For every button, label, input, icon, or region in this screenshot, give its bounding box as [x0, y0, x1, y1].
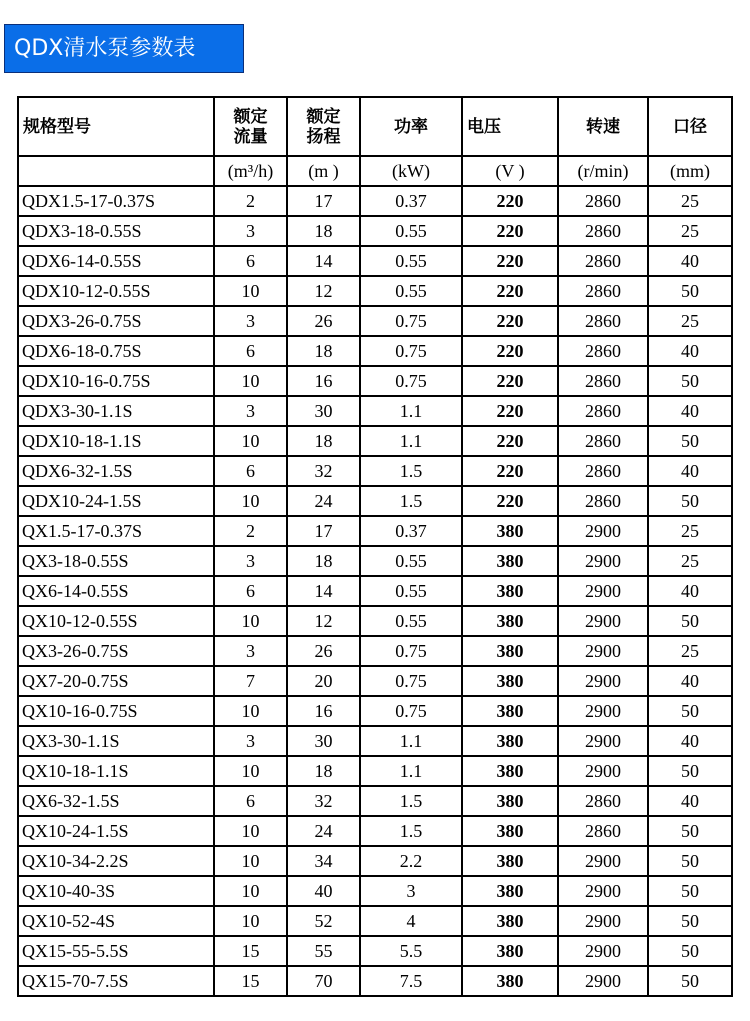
- table-row: [18, 486, 732, 516]
- cell-flow: 3: [214, 726, 287, 756]
- cell-voltage: 220: [462, 366, 558, 396]
- cell-power: 0.75: [360, 696, 462, 726]
- cell-voltage: 380: [462, 756, 558, 786]
- cell-speed: 2860: [558, 246, 648, 276]
- cell-model: QDX10-24-1.5S: [18, 486, 214, 516]
- table-row: [18, 816, 732, 846]
- cell-power: 0.75: [360, 366, 462, 396]
- cell-head: 55: [287, 936, 360, 966]
- cell-head: 26: [287, 636, 360, 666]
- cell-flow: 6: [214, 336, 287, 366]
- cell-head: 14: [287, 576, 360, 606]
- cell-bore: 50: [648, 606, 732, 636]
- cell-speed: 2900: [558, 756, 648, 786]
- table-row: [18, 276, 732, 306]
- cell-speed: 2900: [558, 906, 648, 936]
- cell-model: QDX6-32-1.5S: [18, 456, 214, 486]
- cell-bore: 25: [648, 636, 732, 666]
- cell-speed: 2860: [558, 306, 648, 336]
- cell-power: 0.75: [360, 336, 462, 366]
- table-row: [18, 516, 732, 546]
- cell-voltage: 380: [462, 606, 558, 636]
- header-model: 规格型号: [18, 97, 214, 156]
- cell-bore: 40: [648, 246, 732, 276]
- cell-bore: 40: [648, 336, 732, 366]
- cell-speed: 2860: [558, 486, 648, 516]
- cell-bore: 40: [648, 576, 732, 606]
- cell-bore: 50: [648, 696, 732, 726]
- table-row: [18, 936, 732, 966]
- table-row: [18, 966, 732, 996]
- cell-model: QDX3-30-1.1S: [18, 396, 214, 426]
- header-flow: [214, 97, 287, 156]
- header-head: [287, 97, 360, 156]
- header-row: [18, 97, 732, 156]
- cell-bore: 50: [648, 756, 732, 786]
- header-flow-line2: 流量: [233, 126, 268, 146]
- table-row: [18, 636, 732, 666]
- cell-voltage: 380: [462, 696, 558, 726]
- cell-head: 18: [287, 216, 360, 246]
- cell-flow: 3: [214, 546, 287, 576]
- cell-bore: 50: [648, 276, 732, 306]
- cell-voltage: 380: [462, 846, 558, 876]
- cell-model: QX10-34-2.2S: [18, 846, 214, 876]
- cell-bore: 40: [648, 396, 732, 426]
- cell-flow: 10: [214, 906, 287, 936]
- cell-flow: 10: [214, 816, 287, 846]
- cell-power: 3: [360, 876, 462, 906]
- table-row: [18, 576, 732, 606]
- table-row: [18, 426, 732, 456]
- cell-model: QDX10-18-1.1S: [18, 426, 214, 456]
- cell-bore: 40: [648, 726, 732, 756]
- cell-flow: 10: [214, 606, 287, 636]
- table-row: [18, 456, 732, 486]
- header-power: 功率: [360, 97, 462, 156]
- cell-voltage: 380: [462, 876, 558, 906]
- cell-voltage: 220: [462, 426, 558, 456]
- cell-flow: 10: [214, 426, 287, 456]
- cell-head: 14: [287, 246, 360, 276]
- cell-speed: 2900: [558, 636, 648, 666]
- header-head-line1: 额定: [306, 106, 341, 126]
- cell-speed: 2860: [558, 816, 648, 846]
- cell-power: 1.1: [360, 726, 462, 756]
- header-bore: 口径: [648, 97, 732, 156]
- cell-voltage: 220: [462, 246, 558, 276]
- table-row: [18, 756, 732, 786]
- cell-flow: 3: [214, 396, 287, 426]
- cell-bore: 25: [648, 546, 732, 576]
- cell-flow: 15: [214, 936, 287, 966]
- cell-model: QX15-70-7.5S: [18, 966, 214, 996]
- cell-flow: 3: [214, 306, 287, 336]
- cell-head: 18: [287, 336, 360, 366]
- header-head-line2: 扬程: [306, 126, 341, 146]
- header-speed: 转速: [558, 97, 648, 156]
- cell-power: 1.1: [360, 426, 462, 456]
- cell-bore: 50: [648, 426, 732, 456]
- cell-speed: 2860: [558, 426, 648, 456]
- cell-flow: 10: [214, 276, 287, 306]
- cell-model: QX10-24-1.5S: [18, 816, 214, 846]
- cell-flow: 10: [214, 696, 287, 726]
- cell-voltage: 380: [462, 966, 558, 996]
- cell-power: 0.75: [360, 636, 462, 666]
- cell-model: QDX10-16-0.75S: [18, 366, 214, 396]
- cell-flow: 10: [214, 756, 287, 786]
- cell-power: 1.1: [360, 756, 462, 786]
- cell-flow: 10: [214, 366, 287, 396]
- cell-head: 18: [287, 756, 360, 786]
- cell-bore: 25: [648, 186, 732, 216]
- cell-head: 24: [287, 816, 360, 846]
- cell-voltage: 380: [462, 576, 558, 606]
- cell-speed: 2900: [558, 576, 648, 606]
- cell-head: 16: [287, 366, 360, 396]
- unit-model: [18, 156, 214, 186]
- cell-head: 18: [287, 426, 360, 456]
- cell-bore: 40: [648, 456, 732, 486]
- cell-model: QX7-20-0.75S: [18, 666, 214, 696]
- cell-voltage: 380: [462, 516, 558, 546]
- cell-head: 12: [287, 276, 360, 306]
- unit-row: [18, 156, 732, 186]
- cell-bore: 50: [648, 366, 732, 396]
- page-title: QDX清水泵参数表: [4, 24, 244, 73]
- cell-bore: 50: [648, 816, 732, 846]
- cell-flow: 3: [214, 636, 287, 666]
- cell-model: QX15-55-5.5S: [18, 936, 214, 966]
- cell-head: 12: [287, 606, 360, 636]
- pump-spec-table: [17, 96, 733, 997]
- cell-speed: 2900: [558, 846, 648, 876]
- cell-flow: 3: [214, 216, 287, 246]
- cell-bore: 50: [648, 906, 732, 936]
- table-row: [18, 606, 732, 636]
- cell-power: 0.55: [360, 216, 462, 246]
- cell-head: 26: [287, 306, 360, 336]
- cell-model: QX3-30-1.1S: [18, 726, 214, 756]
- cell-bore: 40: [648, 666, 732, 696]
- cell-power: 5.5: [360, 936, 462, 966]
- cell-flow: 10: [214, 846, 287, 876]
- unit-speed: (r/min): [558, 156, 648, 186]
- cell-voltage: 380: [462, 936, 558, 966]
- cell-head: 30: [287, 396, 360, 426]
- cell-power: 0.55: [360, 606, 462, 636]
- cell-head: 40: [287, 876, 360, 906]
- cell-flow: 6: [214, 786, 287, 816]
- cell-voltage: 220: [462, 186, 558, 216]
- unit-power: (kW): [360, 156, 462, 186]
- cell-head: 32: [287, 786, 360, 816]
- cell-power: 1.5: [360, 486, 462, 516]
- cell-bore: 25: [648, 516, 732, 546]
- cell-voltage: 380: [462, 786, 558, 816]
- cell-speed: 2860: [558, 186, 648, 216]
- cell-voltage: 220: [462, 486, 558, 516]
- header-flow-line1: 额定: [233, 106, 268, 126]
- cell-voltage: 220: [462, 396, 558, 426]
- cell-flow: 10: [214, 876, 287, 906]
- cell-speed: 2860: [558, 456, 648, 486]
- table-row: [18, 786, 732, 816]
- cell-model: QDX1.5-17-0.37S: [18, 186, 214, 216]
- table-row: [18, 666, 732, 696]
- cell-model: QX3-26-0.75S: [18, 636, 214, 666]
- cell-speed: 2900: [558, 606, 648, 636]
- cell-power: 1.5: [360, 456, 462, 486]
- cell-head: 52: [287, 906, 360, 936]
- cell-speed: 2900: [558, 666, 648, 696]
- cell-voltage: 220: [462, 216, 558, 246]
- table-row: [18, 846, 732, 876]
- cell-speed: 2860: [558, 396, 648, 426]
- cell-power: 0.55: [360, 546, 462, 576]
- cell-flow: 2: [214, 516, 287, 546]
- cell-flow: 15: [214, 966, 287, 996]
- cell-power: 1.5: [360, 816, 462, 846]
- cell-head: 17: [287, 186, 360, 216]
- table-row: [18, 906, 732, 936]
- cell-head: 18: [287, 546, 360, 576]
- cell-model: QDX10-12-0.55S: [18, 276, 214, 306]
- cell-power: 4: [360, 906, 462, 936]
- cell-power: 2.2: [360, 846, 462, 876]
- cell-voltage: 220: [462, 456, 558, 486]
- table-row: [18, 726, 732, 756]
- cell-head: 16: [287, 696, 360, 726]
- cell-voltage: 380: [462, 636, 558, 666]
- cell-speed: 2900: [558, 726, 648, 756]
- cell-power: 0.55: [360, 246, 462, 276]
- cell-head: 30: [287, 726, 360, 756]
- cell-flow: 10: [214, 486, 287, 516]
- cell-bore: 40: [648, 786, 732, 816]
- table-row: [18, 306, 732, 336]
- cell-power: 0.55: [360, 576, 462, 606]
- table-row: [18, 546, 732, 576]
- cell-model: QDX6-14-0.55S: [18, 246, 214, 276]
- cell-model: QDX6-18-0.75S: [18, 336, 214, 366]
- cell-flow: 6: [214, 576, 287, 606]
- cell-voltage: 380: [462, 906, 558, 936]
- cell-speed: 2860: [558, 276, 648, 306]
- cell-power: 0.75: [360, 306, 462, 336]
- cell-voltage: 220: [462, 276, 558, 306]
- cell-speed: 2860: [558, 366, 648, 396]
- cell-speed: 2860: [558, 216, 648, 246]
- cell-power: 0.75: [360, 666, 462, 696]
- cell-bore: 50: [648, 936, 732, 966]
- cell-speed: 2900: [558, 966, 648, 996]
- cell-model: QX3-18-0.55S: [18, 546, 214, 576]
- cell-model: QX10-16-0.75S: [18, 696, 214, 726]
- cell-model: QDX3-18-0.55S: [18, 216, 214, 246]
- cell-speed: 2860: [558, 336, 648, 366]
- cell-model: QX10-12-0.55S: [18, 606, 214, 636]
- table-row: [18, 186, 732, 216]
- cell-head: 34: [287, 846, 360, 876]
- cell-head: 17: [287, 516, 360, 546]
- cell-speed: 2860: [558, 786, 648, 816]
- cell-bore: 25: [648, 216, 732, 246]
- table-row: [18, 396, 732, 426]
- cell-voltage: 380: [462, 816, 558, 846]
- cell-model: QX10-18-1.1S: [18, 756, 214, 786]
- table-row: [18, 876, 732, 906]
- cell-power: 7.5: [360, 966, 462, 996]
- table-row: [18, 696, 732, 726]
- cell-voltage: 380: [462, 726, 558, 756]
- cell-power: 0.55: [360, 276, 462, 306]
- cell-flow: 6: [214, 456, 287, 486]
- cell-model: QX1.5-17-0.37S: [18, 516, 214, 546]
- cell-power: 0.37: [360, 516, 462, 546]
- cell-voltage: 220: [462, 306, 558, 336]
- cell-bore: 25: [648, 306, 732, 336]
- cell-head: 20: [287, 666, 360, 696]
- cell-speed: 2900: [558, 516, 648, 546]
- table-body: [18, 186, 732, 996]
- cell-flow: 7: [214, 666, 287, 696]
- cell-voltage: 380: [462, 666, 558, 696]
- table-row: [18, 246, 732, 276]
- cell-model: QX10-52-4S: [18, 906, 214, 936]
- cell-bore: 50: [648, 486, 732, 516]
- cell-power: 1.1: [360, 396, 462, 426]
- cell-speed: 2900: [558, 936, 648, 966]
- cell-flow: 6: [214, 246, 287, 276]
- cell-model: QX6-14-0.55S: [18, 576, 214, 606]
- cell-head: 24: [287, 486, 360, 516]
- cell-speed: 2900: [558, 696, 648, 726]
- cell-model: QX6-32-1.5S: [18, 786, 214, 816]
- cell-bore: 50: [648, 876, 732, 906]
- unit-voltage: (V ): [462, 156, 558, 186]
- unit-flow: (m³/h): [214, 156, 287, 186]
- table-row: [18, 366, 732, 396]
- cell-voltage: 220: [462, 336, 558, 366]
- cell-bore: 50: [648, 846, 732, 876]
- cell-model: QX10-40-3S: [18, 876, 214, 906]
- cell-flow: 2: [214, 186, 287, 216]
- cell-speed: 2900: [558, 546, 648, 576]
- table-row: [18, 216, 732, 246]
- cell-bore: 50: [648, 966, 732, 996]
- cell-head: 70: [287, 966, 360, 996]
- cell-model: QDX3-26-0.75S: [18, 306, 214, 336]
- table-row: [18, 336, 732, 366]
- cell-power: 0.37: [360, 186, 462, 216]
- header-voltage: 电压: [462, 97, 558, 156]
- cell-speed: 2900: [558, 876, 648, 906]
- cell-voltage: 380: [462, 546, 558, 576]
- cell-head: 32: [287, 456, 360, 486]
- unit-head: (m ): [287, 156, 360, 186]
- unit-bore: (mm): [648, 156, 732, 186]
- cell-power: 1.5: [360, 786, 462, 816]
